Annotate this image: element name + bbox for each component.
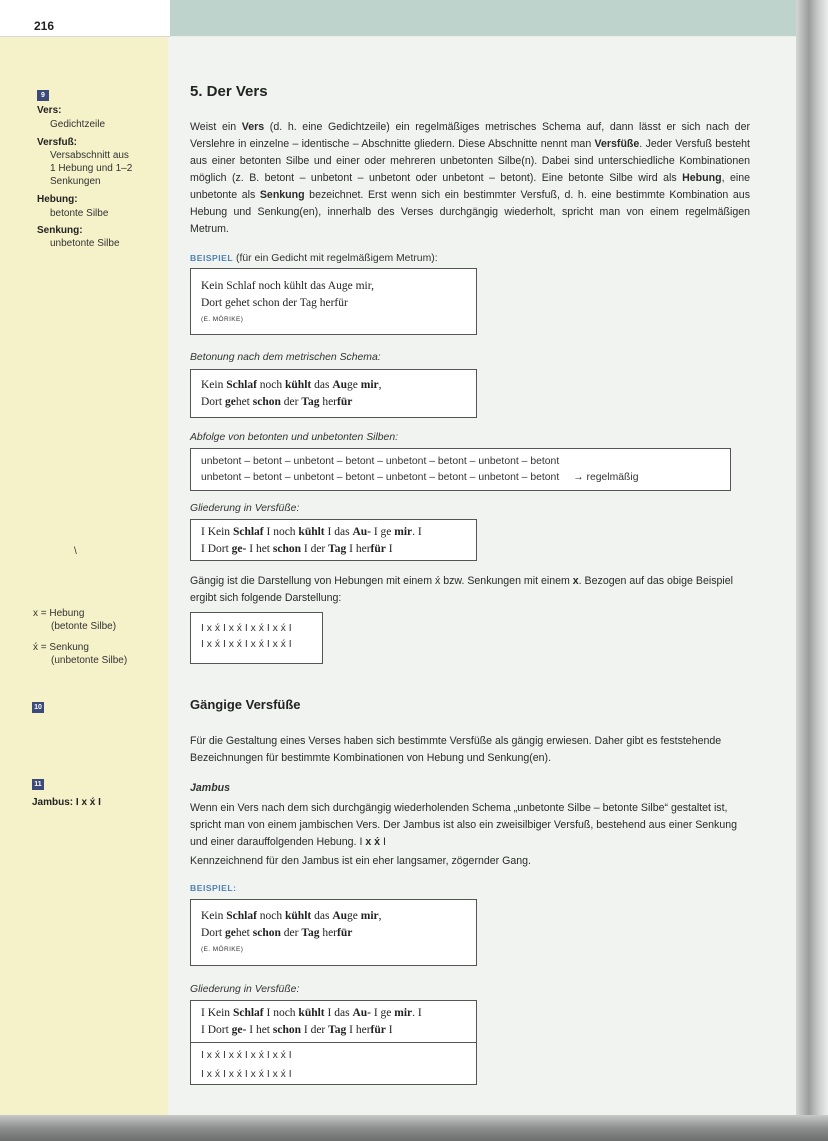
feet-line-2: I Dort ge- I het schon I der Tag I herfür I (201, 543, 393, 555)
scheme2-line-2: I x x́ I x x́ I x x́ I x x́ I (201, 1069, 292, 1080)
feet-box-2 (190, 1000, 477, 1085)
glossary-term-hebung: Hebung: (37, 194, 78, 205)
margin-sidebar (0, 37, 168, 1115)
example-label-1: BEISPIEL (für ein Gedicht mit regelmäßigem Metrum): (190, 253, 438, 264)
section2-intro: Für die Gestaltung eines Verses haben sich bestimmte Versfüße als gängig erwiesen. Daher gibt es feststehende Bezeichnungen für bestimmte Kombinationen von Hebung und Senkung(en). (190, 735, 722, 764)
notation-paragraph: Gängig ist die Darstellung von Hebungen mit einem x́ bzw. Senkungen mit einem x. Bezogen auf das obige Beispiel ergibt sich folgende Darstellung: (190, 575, 733, 604)
jambus-margin-note: Jambus: I x x́ I (32, 797, 101, 808)
example-label-2: BEISPIEL: (190, 883, 237, 893)
example2-source: (E. MÖRIKE) (201, 946, 244, 953)
scheme-line-1: I x x́ I x x́ I x x́ I x x́ I (201, 623, 292, 634)
scheme2-line-1: I x x́ I x x́ I x x́ I x x́ I (201, 1050, 292, 1061)
glossary-def-senkung: unbetonte Silbe (50, 238, 120, 249)
jambus-characteristic: Kennzeichnend für den Jambus ist ein eher langsamer, zögernder Gang. (190, 855, 531, 867)
example-box-1 (190, 268, 477, 335)
sequence-line-2: unbetont – betont – unbetont – betont – unbetont – betont – unbetont – betont → regelmäßig (201, 472, 639, 483)
jambus-paragraph: Wenn ein Vers nach dem sich durchgängig wiederholenden Schema „unbetonte Silbe – betonte Silbe“ gestaltet ist, spricht man von einem jambischen Vers. Der Jambus ist also ein zweisilbiger Versfuß, bestehend aus einer Senkung und einer darauffolgenden Hebung. I x x́ I (190, 802, 738, 848)
notation-hebung: x = Hebung (betonte Silbe) (33, 608, 117, 632)
intro-paragraph: Weist ein Vers (d. h. eine Gedichtzeile) ein regelmäßiges metrisches Schema auf, dann lässt er sich nach der Verslehre in einzelne – identische – Abschnitte gliedern. Diese Abschnitte nennt man Versfüße. Jeder Versfuß besteht aus einer betonten Silbe und einer oder mehreren unbetonten Silbe(n). Dabei sind unterschiedliche Kombinationen möglich (z. B. betont – unbetont – unbetont oder unbetont – betont). Eine betonte Silbe wird als Hebung, eine unbetonte als Senkung bezeichnet. Erst wenn sich ein bestimmter Versfuß, d. h. eine bestimmte Kombination aus Hebung und Senkung(en), innerhalb des Verses durchgängig wiederholt, spricht man von einem regelmäßigen Metrum. (190, 121, 750, 235)
feet2-line-1: I Kein Schlaf I noch kühlt I das Au- I ge mir. I (201, 1007, 422, 1019)
feet2-line-2: I Dort ge- I het schon I der Tag I herfür I (201, 1024, 393, 1036)
poem-source: (E. MÖRIKE) (201, 316, 244, 323)
page-bottom-shadow (0, 1115, 828, 1141)
poem-line-1: Kein Schlaf noch kühlt das Auge mir, (201, 280, 374, 292)
header-white-band (0, 0, 170, 37)
stray-mark: \ (74, 546, 77, 557)
stress-line-2: Dort gehet schon der Tag herfür (201, 396, 353, 408)
sequence-line-1: unbetont – betont – unbetont – betont – unbetont – betont – unbetont – betont (201, 456, 560, 467)
feet2-text (191, 1001, 476, 1042)
glossary-term-versfuss: Versfuß: (37, 137, 78, 148)
jambus-heading: Jambus (190, 782, 231, 794)
caption-sequence: Abfolge von betonten und unbetonten Silben: (190, 432, 398, 443)
section-title: 5. Der Vers (190, 83, 268, 100)
caption-feet-2: Gliederung in Versfüße: (190, 984, 300, 995)
caption-feet: Gliederung in Versfüße: (190, 503, 300, 514)
feet-line-1: I Kein Schlaf I noch kühlt I das Au- I ge mir. I (201, 526, 422, 538)
margin-marker-9: 9 (37, 90, 49, 101)
book-spine-shadow (796, 0, 828, 1141)
scheme2-block (191, 1042, 476, 1087)
sequence-result: → regelmäßig (573, 472, 639, 483)
glossary-term-senkung: Senkung: (37, 225, 83, 236)
notation-senkung: x́ = Senkung (unbetonte Silbe) (33, 642, 128, 666)
header-teal-band (170, 0, 828, 36)
example2-line-1: Kein Schlaf noch kühlt das Auge mir, (201, 910, 382, 922)
glossary-def-vers: Gedichtzeile (50, 119, 106, 130)
caption-stress: Betonung nach dem metrischen Schema: (190, 352, 381, 363)
page-number: 216 (34, 19, 55, 33)
stress-box (190, 369, 477, 418)
sequence-box (190, 448, 731, 491)
example-box-2 (190, 899, 477, 966)
poem-line-2: Dort gehet schon der Tag herfür (201, 297, 348, 309)
margin-marker-11: 11 (32, 779, 44, 790)
example2-line-2: Dort gehet schon der Tag herfür (201, 927, 353, 939)
glossary-def-versfuss: Versabschnitt aus 1 Hebung und 1–2 Senkungen (50, 150, 133, 187)
glossary-def-hebung: betonte Silbe (50, 208, 109, 219)
glossary-term-vers: Vers: (37, 105, 62, 116)
stress-line-1: Kein Schlaf noch kühlt das Auge mir, (201, 379, 382, 391)
section2-title: Gängige Versfüße (190, 697, 301, 712)
scheme-box (190, 612, 323, 664)
scheme-line-2: I x x́ I x x́ I x x́ I x x́ I (201, 639, 292, 650)
feet-box (190, 519, 477, 561)
margin-marker-10: 10 (32, 702, 44, 713)
